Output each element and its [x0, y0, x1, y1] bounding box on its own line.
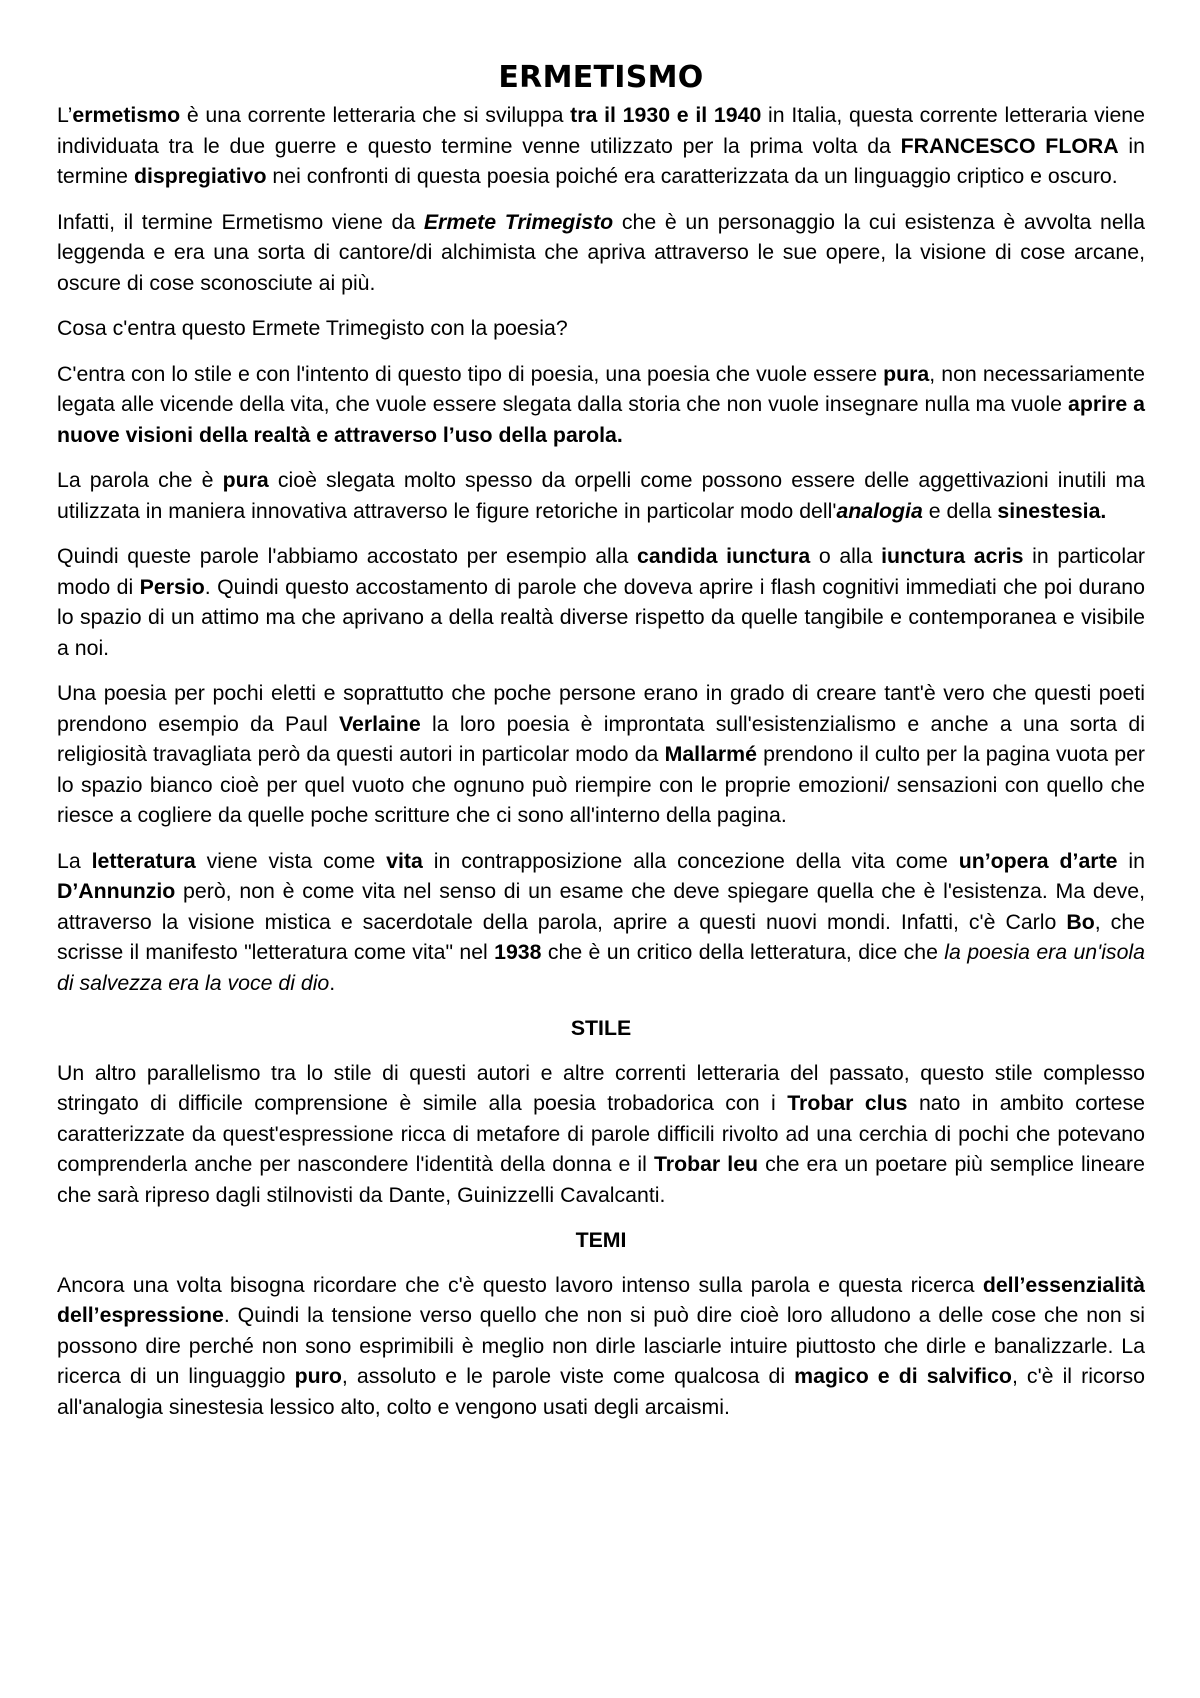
bold-term: puro [294, 1364, 342, 1388]
text: in Italia, questa corrente letteraria viene individuata tra le due guerre e questo termine venne utilizzato per la prima volta da [57, 103, 1145, 158]
text: cioè slegata molto spesso da orpelli come possono essere delle aggettivazioni inutili ma utilizzata in maniera innovativa attraverso le figure retoriche in particolar modo dell' [57, 468, 1145, 523]
bold-term: Trobar leu [653, 1152, 759, 1176]
text: Ancora una volta bisogna ricordare che c'è questo lavoro intenso sulla parola e questa ricerca [57, 1272, 983, 1297]
paragraph-style-intent [57, 359, 1145, 451]
bold-term: 1938 [494, 940, 542, 964]
text: Un altro parallelismo tra lo stile di questi autori e altre correnti letteraria del passato, questo stile complesso stringato di difficile comprensione è simile alla poesia trobadorica con i [57, 1060, 1145, 1115]
paragraph-intro [57, 100, 1145, 192]
text: prendono il culto per la pagina vuota per lo spazio bianco cioè per quel vuoto che ognuno può riempire con le proprie emozioni/ sensazioni con quello che riesce a cogliere da quelle poche scritture che ci sono all'interno della pagina. [57, 742, 1146, 827]
paragraph-iunctura [57, 541, 1145, 663]
text: però, non è come vita nel senso di un esame che deve spiegare quella che è l'esistenza. Ma deve, attraverso la visione mistica e sacerdotale della parola, aprire a questi nuovi mondi. Infatti, c'è Carlo [57, 879, 1145, 934]
bold-term: sinestesia. [997, 498, 1107, 523]
text: C'entra con lo stile e con l'intento di questo tipo di poesia, una poesia che vuole essere [57, 361, 884, 386]
bold-term: letteratura [91, 848, 196, 873]
text: La parola che è [57, 468, 223, 492]
paragraph-temi [57, 1270, 1145, 1423]
bold-italic-term: analogia [836, 498, 923, 523]
bold-term: iunctura acris [881, 544, 1024, 568]
bold-term: Verlaine [338, 711, 421, 736]
page-title: ERMETISMO [498, 60, 704, 95]
text: , assoluto e le parole viste come qualcosa di [341, 1364, 795, 1388]
text: o alla [810, 544, 882, 568]
text: in particolar modo di [57, 544, 1146, 599]
bold-term: dispregiativo [133, 164, 267, 188]
paragraph-origin [57, 207, 1145, 299]
bold-term: dell’essenzialità dell’espressione [57, 1272, 1145, 1327]
text: , non necessariamente legata alle vicende della vita, che vuole essere slegata dalla storia che non vuole insegnare nulla ma vuole [57, 361, 1145, 416]
bold-term: D’Annunzio [57, 879, 176, 903]
paragraph-models [57, 678, 1145, 831]
paragraph-question [57, 313, 1145, 344]
text: Infatti, il termine Ermetismo viene da [57, 209, 424, 234]
text: che è un personaggio la cui esistenza è avvolta nella leggenda e era una sorta di cantore/di alchimista che apriva attraverso le sue opere, la visione di cose arcane, oscure di cose sconosciute ai più. [57, 209, 1145, 295]
text: , che scrisse il manifesto "letteratura come vita" nel [57, 909, 1146, 964]
bold-term: pura [222, 468, 269, 492]
text: è una corrente letteraria che si sviluppa [180, 103, 571, 127]
text: nato in ambito cortese caratterizzate da quest'espressione ricca di metafore di parole difficili rivolto ad una cerchia di pochi che potevano comprenderla anche per nascondere l'identità della donna e il [57, 1091, 1145, 1176]
italic-quote: la poesia era un'isola di salvezza era la voce di dio [57, 940, 1145, 995]
paragraph-pure-word [57, 465, 1145, 526]
bold-term: pura [883, 361, 930, 386]
text: che era un poetare più semplice lineare che sarà ripreso dagli stilnovisti da Dante, Guinizzelli Cavalcanti. [57, 1152, 1145, 1207]
paragraph-literature-life [57, 846, 1145, 999]
text: Cosa c'entra questo Ermete Trimegisto con la poesia? [57, 316, 568, 340]
text: in termine [57, 133, 1145, 188]
text: . [329, 970, 336, 995]
text: in contrapposizione alla concezione della vita come [422, 848, 959, 873]
bold-term: tra il 1930 e il 1940 [570, 103, 762, 127]
bold-term: Bo [1066, 909, 1095, 934]
text: La [57, 848, 92, 873]
bold-term: magico e di salvifico [794, 1364, 1012, 1388]
bold-term: FRANCESCO FLORA [900, 133, 1119, 158]
text: nei confronti di questa poesia poiché era caratterizzata da un linguaggio criptico e oscuro. [266, 164, 1118, 188]
section-heading-stile: STILE [570, 1016, 632, 1040]
text: . Quindi questo accostamento di parole che doveva aprire i flash cognitivi immediati che poi durano lo spazio di un attimo ma che aprivano a della realtà diverse rispetto da quelle tangibile e contemporanea e visibile a noi. [57, 574, 1145, 660]
bold-term: Mallarmé [664, 742, 757, 766]
text: la loro poesia è improntata sull'esistenzialismo e anche a una sorta di religiosità travagliata però da questi autori in particolar modo da [57, 711, 1146, 766]
paragraph-stile [57, 1058, 1145, 1211]
bold-term: un’opera d’arte [958, 848, 1118, 873]
section-heading-temi: TEMI [575, 1228, 627, 1252]
text: che è un critico della letteratura, dice che [541, 940, 945, 964]
text: e della [922, 498, 998, 523]
text: , c'è il ricorso all'analogia sinestesia lessico alto, colto e vengono usati degli arcaismi. [57, 1364, 1146, 1419]
text: viene vista come [195, 848, 387, 873]
bold-term: candida iunctura [637, 544, 811, 568]
bold-term: aprire a nuove visioni della realtà e attraverso l’uso della parola. [57, 392, 1145, 447]
bold-term: Trobar clus [787, 1091, 908, 1115]
text: Quindi queste parole l'abbiamo accostato per esempio alla [57, 544, 638, 568]
bold-term: Persio [139, 574, 205, 599]
bold-term: vita [386, 848, 423, 873]
text: in [1117, 848, 1146, 873]
bold-italic-term: Ermete Trimegisto [423, 209, 614, 234]
text: . Quindi la tensione verso quello che non si può dire cioè loro alludono a delle cose che non si possono dire perché non sono esprimibili è meglio non dirle lasciarle intuire piuttosto che dirle e banalizzarle. La ricerca di un linguaggio [57, 1303, 1145, 1388]
text: L’ [57, 103, 73, 127]
bold-term: ermetismo [72, 103, 181, 127]
text: Una poesia per pochi eletti e soprattutto che poche persone erano in grado di creare tant'è vero che questi poeti prendono esempio da Paul [57, 681, 1145, 736]
